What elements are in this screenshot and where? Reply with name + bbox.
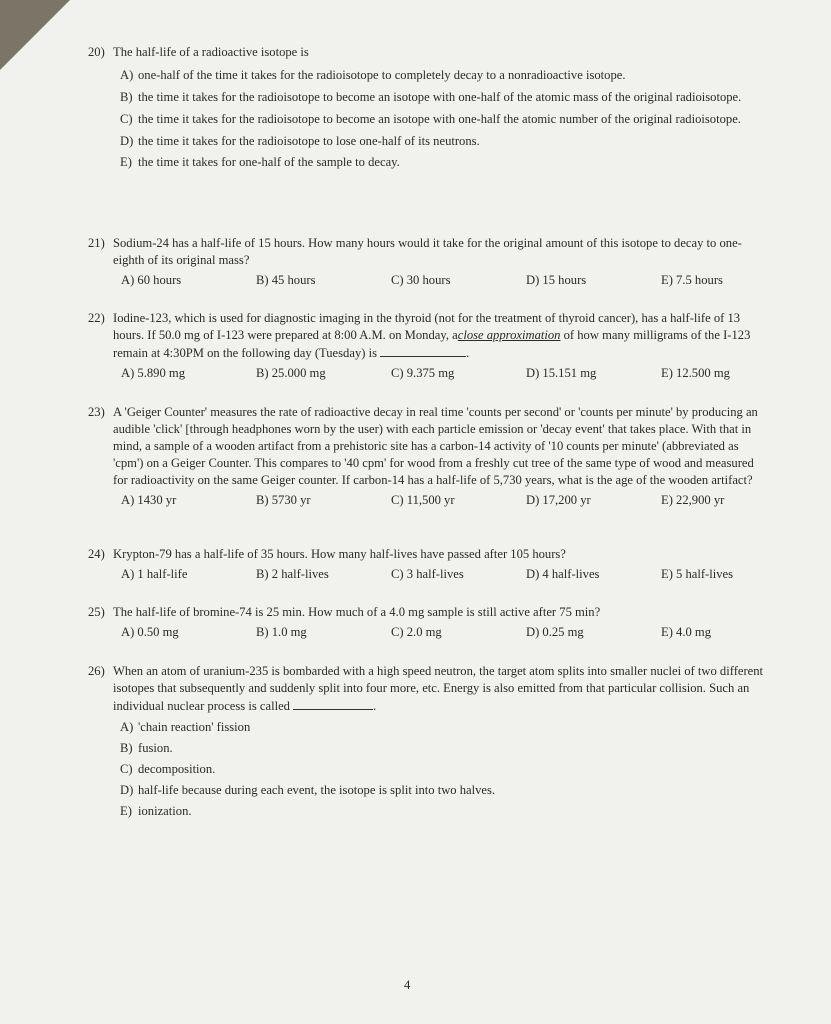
option-b[interactable]: B) 45 hours: [256, 273, 316, 287]
option-b[interactable]: B) 25.000 mg: [256, 366, 326, 380]
option-b[interactable]: B) the time it takes for the radioisotope to become an isotope with one-half of the atomic mass of the original radioisotope.: [120, 90, 742, 104]
question-number: 22): [88, 311, 105, 325]
option-e[interactable]: E) 4.0 mg: [661, 625, 712, 639]
option-d[interactable]: D) 15 hours: [526, 273, 587, 287]
question-stem: Krypton-79 has a half-life of 35 hours. How many half-lives have passed after 105 hours?: [113, 547, 566, 561]
question-24: [88, 546, 768, 583]
page-corner-shadow: [0, 0, 70, 70]
answer-blank: [380, 344, 466, 357]
question-stem: The half-life of bromine-74 is 25 min. How much of a 4.0 mg sample is still active after 75 min?: [113, 605, 601, 619]
option-c[interactable]: C) the time it takes for the radioisotope to become an isotope with one-half the atomic number of the original radioisotope.: [120, 112, 741, 126]
question-stem: Iodine-123, which is used for diagnostic imaging in the thyroid (not for the treatment of thyroid cancer), has a half-life of 13 hours. If 50.0 mg of I-123 were prepared at 8:00 A.M. on Monday, aclose approximation of how many milligrams of the I-123 remain at 4:30PM on the following day (Tuesday) is .: [113, 311, 751, 360]
option-a[interactable]: A) 'chain reaction' fission: [120, 720, 251, 734]
question-stem: When an atom of uranium-235 is bombarded with a high speed neutron, the target atom splits into smaller nuclei of two different isotopes that subsequently and suddenly split into four more, etc. Energy is also emitted from that particular collision. Such an individual nuclear process is called .: [113, 664, 764, 713]
option-a[interactable]: A) 5.890 mg: [121, 366, 186, 380]
question-stem: A 'Geiger Counter' measures the rate of radioactive decay in real time 'counts per second' or 'counts per minute' by producing an audible 'click' [through headphones worn by the user) with each particle emission or 'decay event' that takes place. With that in mind, a sample of a wooden artifact from a prehistoric site has a carbon-14 activity of '10 counts per minute' (abbreviated as 'cpm') on a Geiger Counter. This compares to '40 cpm' for wood from a freshly cut tree of the same type of wood and measured for radioactivity on the same Geiger counter. If carbon-14 has a half-life of 5,730 years, what is the age of the wooden artifact?: [113, 405, 758, 487]
question-stem: The half-life of a radioactive isotope is: [113, 45, 309, 59]
question-26: [88, 663, 768, 820]
option-d[interactable]: D) 17,200 yr: [526, 493, 591, 507]
option-e[interactable]: E) 22,900 yr: [661, 493, 725, 507]
option-e[interactable]: E) 7.5 hours: [661, 273, 723, 287]
question-number: 23): [88, 405, 105, 419]
option-a[interactable]: A) one-half of the time it takes for the radioisotope to completely decay to a nonradioactive isotope.: [120, 68, 626, 82]
option-c[interactable]: C) 30 hours: [391, 273, 451, 287]
option-a[interactable]: A) 60 hours: [121, 273, 182, 287]
question-23: [88, 404, 768, 509]
option-d[interactable]: D) 4 half-lives: [526, 567, 600, 581]
question-number: 25): [88, 605, 105, 619]
option-a[interactable]: A) 0.50 mg: [121, 625, 179, 639]
emphasis-text: close approximation: [457, 328, 561, 342]
option-b[interactable]: B) 2 half-lives: [256, 567, 329, 581]
option-a[interactable]: A) 1 half-life: [121, 567, 188, 581]
page-number: 4: [404, 978, 411, 992]
option-d[interactable]: D) 15.151 mg: [526, 366, 597, 380]
option-d[interactable]: D) half-life because during each event, the isotope is split into two halves.: [120, 783, 496, 797]
question-number: 24): [88, 547, 105, 561]
question-number: 21): [88, 236, 105, 250]
option-b[interactable]: B) fusion.: [120, 741, 173, 755]
option-e[interactable]: E) the time it takes for one-half of the sample to decay.: [120, 155, 400, 169]
option-d[interactable]: D) the time it takes for the radioisotope to lose one-half of its neutrons.: [120, 134, 480, 148]
option-d[interactable]: D) 0.25 mg: [526, 625, 584, 639]
option-b[interactable]: B) 1.0 mg: [256, 625, 307, 639]
question-25: [88, 604, 768, 641]
option-b[interactable]: B) 5730 yr: [256, 493, 311, 507]
option-c[interactable]: C) decomposition.: [120, 762, 216, 776]
question-stem: Sodium-24 has a half-life of 15 hours. How many hours would it take for the original amount of this isotope to decay to one-eighth of its original mass?: [113, 236, 742, 267]
question-20: [88, 44, 768, 171]
option-e[interactable]: E) 5 half-lives: [661, 567, 734, 581]
option-c[interactable]: C) 2.0 mg: [391, 625, 442, 639]
question-number: 26): [88, 664, 105, 678]
question-21: [88, 235, 768, 289]
option-c[interactable]: C) 9.375 mg: [391, 366, 455, 380]
option-a[interactable]: A) 1430 yr: [121, 493, 177, 507]
option-e[interactable]: E) 12.500 mg: [661, 366, 730, 380]
option-c[interactable]: C) 11,500 yr: [391, 493, 455, 507]
option-e[interactable]: E) ionization.: [120, 804, 192, 818]
question-22: [88, 310, 768, 382]
option-c[interactable]: C) 3 half-lives: [391, 567, 464, 581]
question-number: 20): [88, 45, 105, 59]
answer-blank: [293, 697, 373, 710]
